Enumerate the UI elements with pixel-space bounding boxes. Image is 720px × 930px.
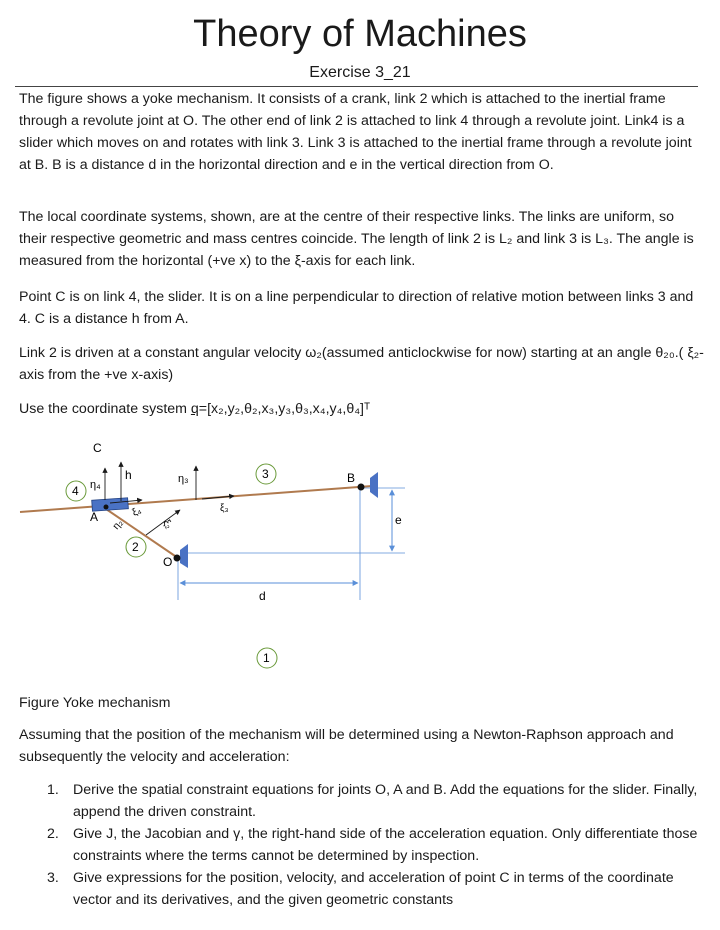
joint-b [358,484,365,491]
label-d: d [259,589,266,603]
intro-paragraph-coordinate-system [19,398,704,420]
title-divider [15,86,698,87]
link-number-2: 2 [132,540,139,554]
label-o: O [163,555,173,569]
question-text: Give expressions for the position, velocity, and acceleration of point C in terms of the coordinate vector and its derivatives, and the given geometric constants [73,870,674,908]
intro-paragraph-driver: Link 2 is driven at a constant angular velocity ω₂(assumed anticlockwise for now) starting at an angle θ₂₀.( ξ₂-axis from the +ve x-axis) [19,345,704,383]
question-item [19,823,704,867]
question-item [19,867,704,911]
ground-support-b [370,472,378,498]
figure-caption: Figure Yoke mechanism [19,695,171,711]
link-number-3: 3 [262,467,269,481]
question-item [19,779,704,823]
question-number: 3. [47,870,59,886]
link-number-1: 1 [263,651,270,665]
label-e: e [395,513,402,527]
label-c: C [93,441,102,455]
label-eta2: η₂ [110,517,126,532]
label-xi3: ξ₃ [220,503,229,514]
label-xi2: ξ₂ [160,518,175,531]
ground-support-o [180,544,188,568]
joint-a [104,505,109,510]
label-b: B [347,471,356,485]
joint-o [174,555,181,562]
yoke-mechanism-figure [0,430,720,680]
label-eta4: η₄ [90,479,101,491]
label-eta3: η₃ [178,473,189,485]
intro-paragraph-mechanism: The figure shows a yoke mechanism. It consists of a crank, link 2 which is attached to the inertial frame through a revolute joint at O. The other end of link 2 is attached to link 4 through a revolute joint. Link4 is a slider which moves on and rotates with link 3. Link 3 is attached to the inertial frame through a revolute joint at B. B is a distance d in the horizontal direction and e in the vertical direction from O. [19,91,692,173]
intro-paragraph-coordinates: The local coordinate systems, shown, are at the centre of their respective links. The links are uniform, so their respective geometric and mass centres coincide. The length of link 2 is L₂ and link 3 is L₃. The angle is measured from the horizontal (+ve x) to the ξ-axis for each link. [19,209,694,269]
label-xi4: ξ₄ [130,505,144,519]
question-list [19,779,704,911]
label-a: A [90,510,99,524]
question-number: 2. [47,826,59,842]
question-number: 1. [47,782,59,798]
question-intro: Assuming that the position of the mechanism will be determined using a Newton-Raphson approach and subsequently the velocity and acceleration: [19,727,674,765]
exercise-subtitle: Exercise 3_21 [309,64,411,81]
question-text: Derive the spatial constraint equations for joints O, A and B. Add the equations for the slider. Finally, append the driven constraint. [73,782,698,820]
question-text: Give J, the Jacobian and γ, the right-hand side of the acceleration equation. Only differentiate those constraints where the terms cannot be determined by inspection. [73,826,698,864]
coord-prefix: Use the coordinate system [19,401,191,417]
intro-paragraph-point-c: Point C is on link 4, the slider. It is on a line perpendicular to direction of relative motion between links 3 and 4. C is a distance h from A. [19,289,694,327]
page-title: Theory of Machines [193,13,527,55]
label-h: h [125,468,132,482]
link-number-4: 4 [72,484,79,498]
coord-vector-symbol: q [190,401,199,417]
coord-vector: =[x₂,y₂,θ₂,x₃,y₃,θ₃,x₄,y₄,θ₄]ᵀ [198,401,371,417]
